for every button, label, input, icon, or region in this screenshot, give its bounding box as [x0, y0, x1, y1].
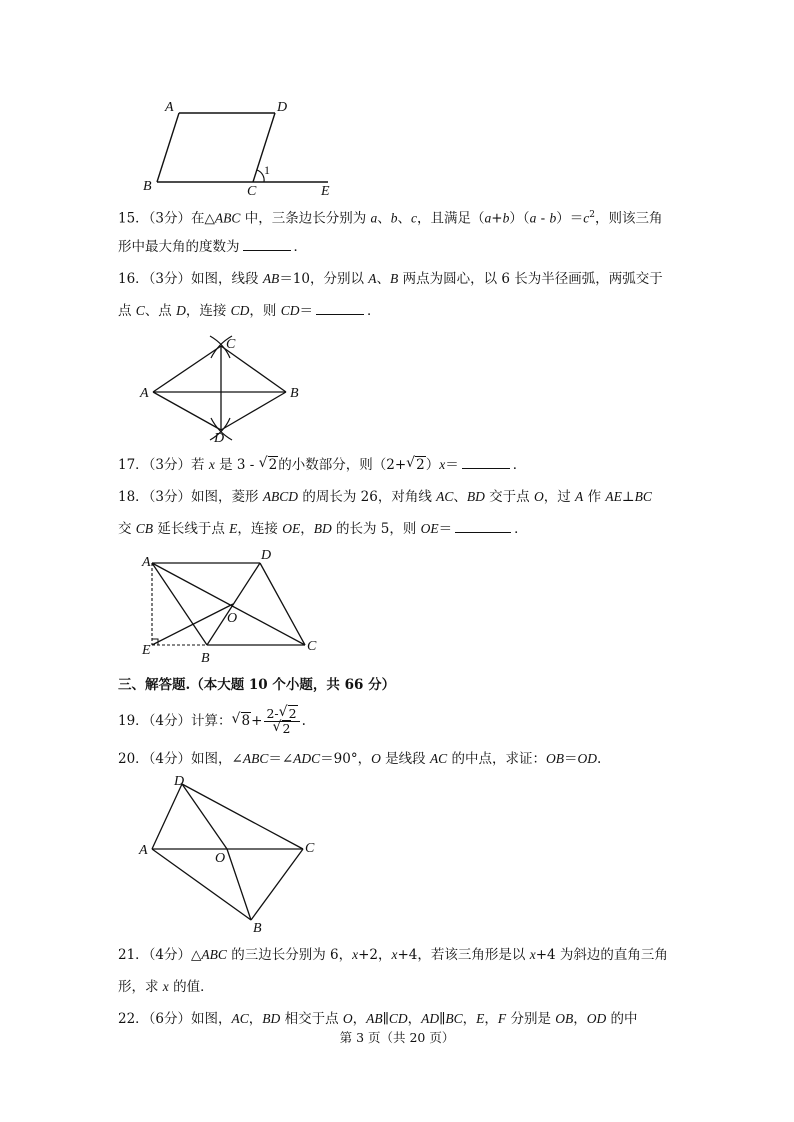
- label-O: O: [227, 611, 238, 626]
- label-C: C: [307, 639, 317, 654]
- seg-AB: [157, 113, 179, 182]
- figure-q14-parallelogram: [136, 92, 346, 202]
- label-E: E: [142, 643, 151, 658]
- seg-AB: [152, 849, 251, 920]
- q16-line2: 点 C、点 D，连接 CD，则 CD＝ ．: [118, 303, 381, 319]
- q21-line1: 21．（4分）△ABC 的三边长分别为 6，x+2，x+4，若该三角形是以 x+4 为斜边的直角三角: [118, 947, 668, 963]
- label-E: E: [321, 184, 330, 199]
- seg-CB: [221, 346, 286, 392]
- sqrt-8: √ 8: [231, 711, 251, 729]
- q17-line: 17．（3分）若 x 是 3 - √ 2的小数部分，则（2+ √ 2）x＝ ．: [118, 455, 527, 473]
- label-C: C: [305, 841, 315, 856]
- q18-answer-blank[interactable]: [455, 520, 511, 533]
- label-D: D: [261, 548, 272, 563]
- label-B: B: [143, 179, 152, 194]
- seg-BA: [152, 563, 207, 645]
- figure-q20-quadrilateral: [136, 774, 326, 940]
- q22-line1: 22．（6分）如图，AC，BD 相交于点 O，AB∥CD，AD∥BC，E，F 分别是 OB，OD 的中: [118, 1011, 638, 1027]
- seg-OD: [182, 784, 227, 849]
- q17-answer-blank[interactable]: [462, 456, 510, 469]
- label-A: A: [142, 555, 151, 570]
- label-B: B: [201, 651, 210, 666]
- label-C: C: [247, 184, 257, 199]
- seg-OB: [227, 849, 251, 920]
- label-D: D: [174, 774, 185, 789]
- q19-fraction: 2- √ 2 √ 2: [264, 707, 299, 736]
- label-B: B: [253, 921, 262, 936]
- q18-line1: 18．（3分）如图，菱形 ABCD 的周长为 26，对角线 AC、BD 交于点 O，过 A 作 AE⊥BC: [118, 489, 652, 505]
- q18-line2: 交 CB 延长线于点 E，连接 OE，BD 的长为 5，则 OE＝ ．: [118, 521, 528, 537]
- label-A: A: [140, 386, 149, 401]
- page-footer: 第 3 页（共 20 页）: [339, 1030, 455, 1045]
- label-C: C: [226, 337, 236, 352]
- label-D: D: [214, 431, 225, 444]
- q15-line2: 形中最大角的度数为 ．: [118, 239, 307, 255]
- seg-BD: [221, 392, 286, 430]
- seg-AD: [152, 784, 182, 849]
- label-A: A: [165, 100, 174, 115]
- sqrt-2-b: √ 2: [406, 455, 425, 473]
- q16-line1: 16．（3分）如图，线段 AB＝10，分别以 A、B 两点为圆心，以 6 长为半径画弧，两弧交于: [118, 271, 663, 287]
- label-O: O: [215, 851, 226, 866]
- sqrt-2-a: √ 2: [258, 455, 278, 473]
- seg-DA: [153, 392, 221, 430]
- seg-BD: [207, 563, 260, 645]
- q15-answer-blank[interactable]: [243, 238, 291, 251]
- section-3-heading: 三、解答题.（本大题 10 个小题，共 66 分）: [118, 677, 396, 693]
- seg-BC: [251, 849, 303, 920]
- seg-DC: [182, 784, 303, 849]
- label-angle-1: 1: [264, 163, 270, 177]
- figure-q18-rhombus: [136, 546, 326, 668]
- figure-q16-rhombus: [136, 330, 316, 444]
- label-A: A: [139, 843, 148, 858]
- label-B: B: [290, 386, 299, 401]
- seg-AC: [153, 346, 221, 392]
- q15-line1: 15．（3分）在△ABC 中，三条边长分别为 a、b、c，且满足$(a+b)(a - b)=c^2$，则该三角: [118, 210, 663, 227]
- q19-line: 19．（4分）计算： √ 8+ 2- √ 2 √ 2 .: [118, 704, 306, 736]
- q16-answer-blank[interactable]: [316, 302, 364, 315]
- q21-line2: 形，求 x 的值．: [118, 979, 214, 995]
- q20-line: 20．（4分）如图，∠ABC＝∠ADC＝90°，O 是线段 AC 的中点，求证：OB＝OD.: [118, 751, 602, 767]
- label-D: D: [277, 100, 288, 115]
